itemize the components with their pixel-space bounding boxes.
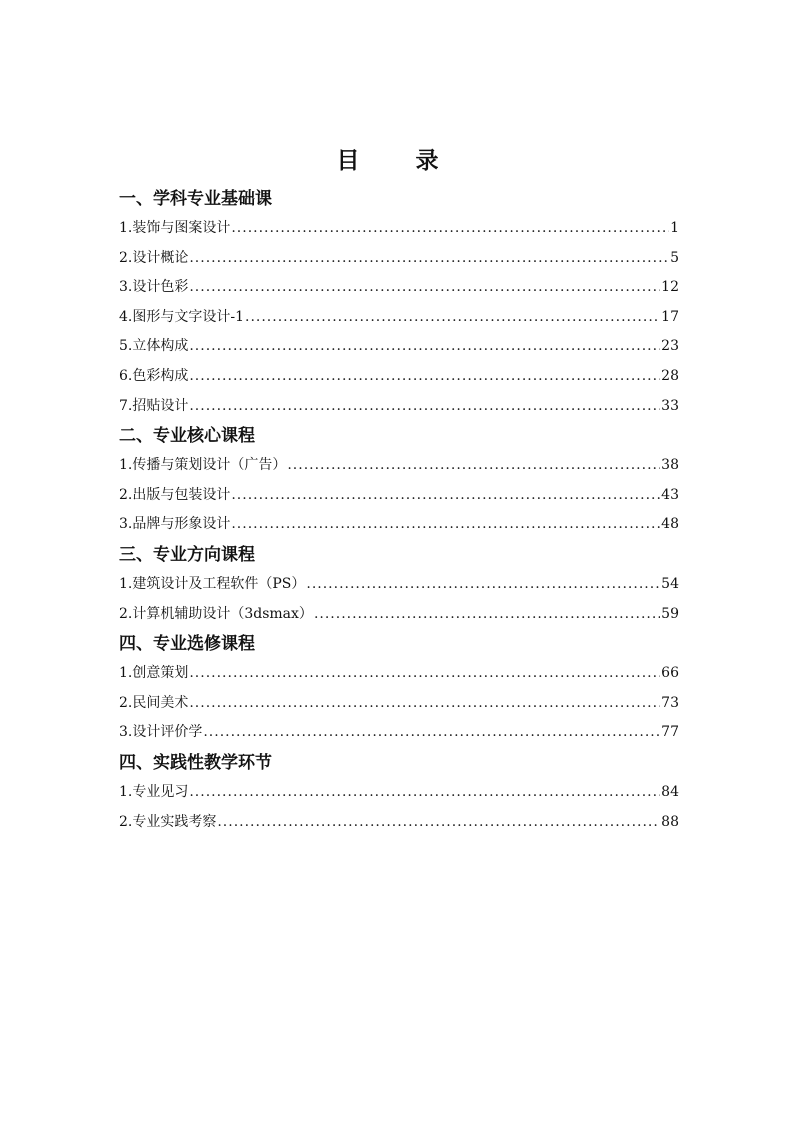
dot-leader — [231, 481, 660, 511]
toc-entry[interactable] — [119, 214, 679, 244]
dot-leader — [203, 718, 660, 748]
section-heading: 一、学科专业基础课 — [119, 189, 272, 209]
toc-entry[interactable] — [119, 244, 679, 274]
toc-entry[interactable] — [119, 481, 679, 511]
toc-entry[interactable] — [119, 718, 679, 748]
entry-label: 1.装饰与图案设计 — [119, 220, 231, 236]
dot-leader — [189, 332, 660, 362]
entry-page-number: 17 — [661, 308, 679, 325]
entry-label: 5.立体构成 — [119, 338, 189, 355]
dot-leader — [189, 778, 660, 808]
toc-entry[interactable] — [119, 570, 679, 600]
toc-entry[interactable] — [119, 392, 679, 422]
entry-page-number: 48 — [661, 516, 679, 533]
toc-section — [119, 540, 679, 629]
section-heading: 三、专业方向课程 — [119, 544, 255, 565]
toc-entry[interactable] — [119, 303, 679, 333]
entry-page-number: 5 — [670, 249, 679, 266]
entry-page-number: 84 — [661, 783, 679, 800]
entry-label: 1.建筑设计及工程软件（PS） — [119, 575, 306, 592]
entry-label: 7.招贴设计 — [119, 397, 189, 414]
entry-page-number: 77 — [661, 724, 679, 741]
toc-entry[interactable] — [119, 451, 679, 481]
toc-section — [119, 421, 679, 540]
page-title: 目 录 — [336, 147, 463, 174]
entry-page-number: 73 — [661, 694, 679, 711]
entry-label: 3.设计色彩 — [119, 279, 189, 296]
dot-leader — [306, 570, 660, 600]
toc-section — [119, 184, 679, 421]
dot-leader — [217, 808, 660, 838]
entry-page-number: 59 — [661, 605, 679, 622]
toc-entry[interactable] — [119, 808, 679, 838]
table-of-contents — [119, 184, 679, 837]
dot-leader — [231, 214, 669, 244]
dot-leader — [189, 244, 669, 274]
section-heading: 四、实践性教学环节 — [119, 752, 272, 773]
entry-label: 1.创意策划 — [119, 665, 189, 682]
entry-label: 2.设计概论 — [119, 249, 189, 266]
entry-page-number: 23 — [661, 338, 679, 355]
entry-page-number: 54 — [661, 575, 679, 592]
entry-label: 6.色彩构成 — [119, 367, 189, 384]
toc-entry[interactable] — [119, 362, 679, 392]
dot-leader — [189, 362, 660, 392]
entry-label: 4.图形与文字设计-1 — [119, 308, 244, 325]
entry-label: 2.计算机辅助设计（3dsmax） — [119, 605, 313, 622]
toc-section — [119, 748, 679, 837]
dot-leader — [189, 392, 660, 422]
entry-page-number: 38 — [661, 457, 679, 474]
entry-page-number: 66 — [661, 665, 679, 682]
entry-page-number: 28 — [661, 367, 679, 384]
toc-entry[interactable] — [119, 332, 679, 362]
entry-page-number: 33 — [661, 397, 679, 414]
toc-entry[interactable] — [119, 510, 679, 540]
dot-leader — [287, 451, 660, 481]
toc-entry[interactable] — [119, 778, 679, 808]
section-heading: 二、专业核心课程 — [119, 426, 255, 447]
entry-label: 3.品牌与形象设计 — [119, 516, 231, 533]
dot-leader — [189, 689, 660, 719]
toc-section — [119, 629, 679, 748]
dot-leader — [314, 600, 660, 630]
toc-entry[interactable] — [119, 273, 679, 303]
entry-page-number: 88 — [661, 813, 679, 830]
entry-page-number: 12 — [661, 279, 679, 296]
entry-page-number: 1 — [670, 220, 679, 236]
entry-label: 2.出版与包装设计 — [119, 486, 231, 503]
toc-entry[interactable] — [119, 659, 679, 689]
entry-label: 2.专业实践考察 — [119, 813, 217, 830]
entry-label: 2.民间美术 — [119, 694, 189, 711]
toc-entry[interactable] — [119, 689, 679, 719]
entry-label: 1.传播与策划设计（广告） — [119, 457, 287, 474]
dot-leader — [245, 303, 660, 333]
entry-page-number: 43 — [661, 486, 679, 503]
section-heading: 四、专业选修课程 — [119, 634, 255, 655]
dot-leader — [189, 659, 660, 689]
dot-leader — [189, 273, 660, 303]
entry-label: 3.设计评价学 — [119, 724, 203, 741]
dot-leader — [231, 510, 660, 540]
entry-label: 1.专业见习 — [119, 783, 189, 800]
toc-entry[interactable] — [119, 600, 679, 630]
